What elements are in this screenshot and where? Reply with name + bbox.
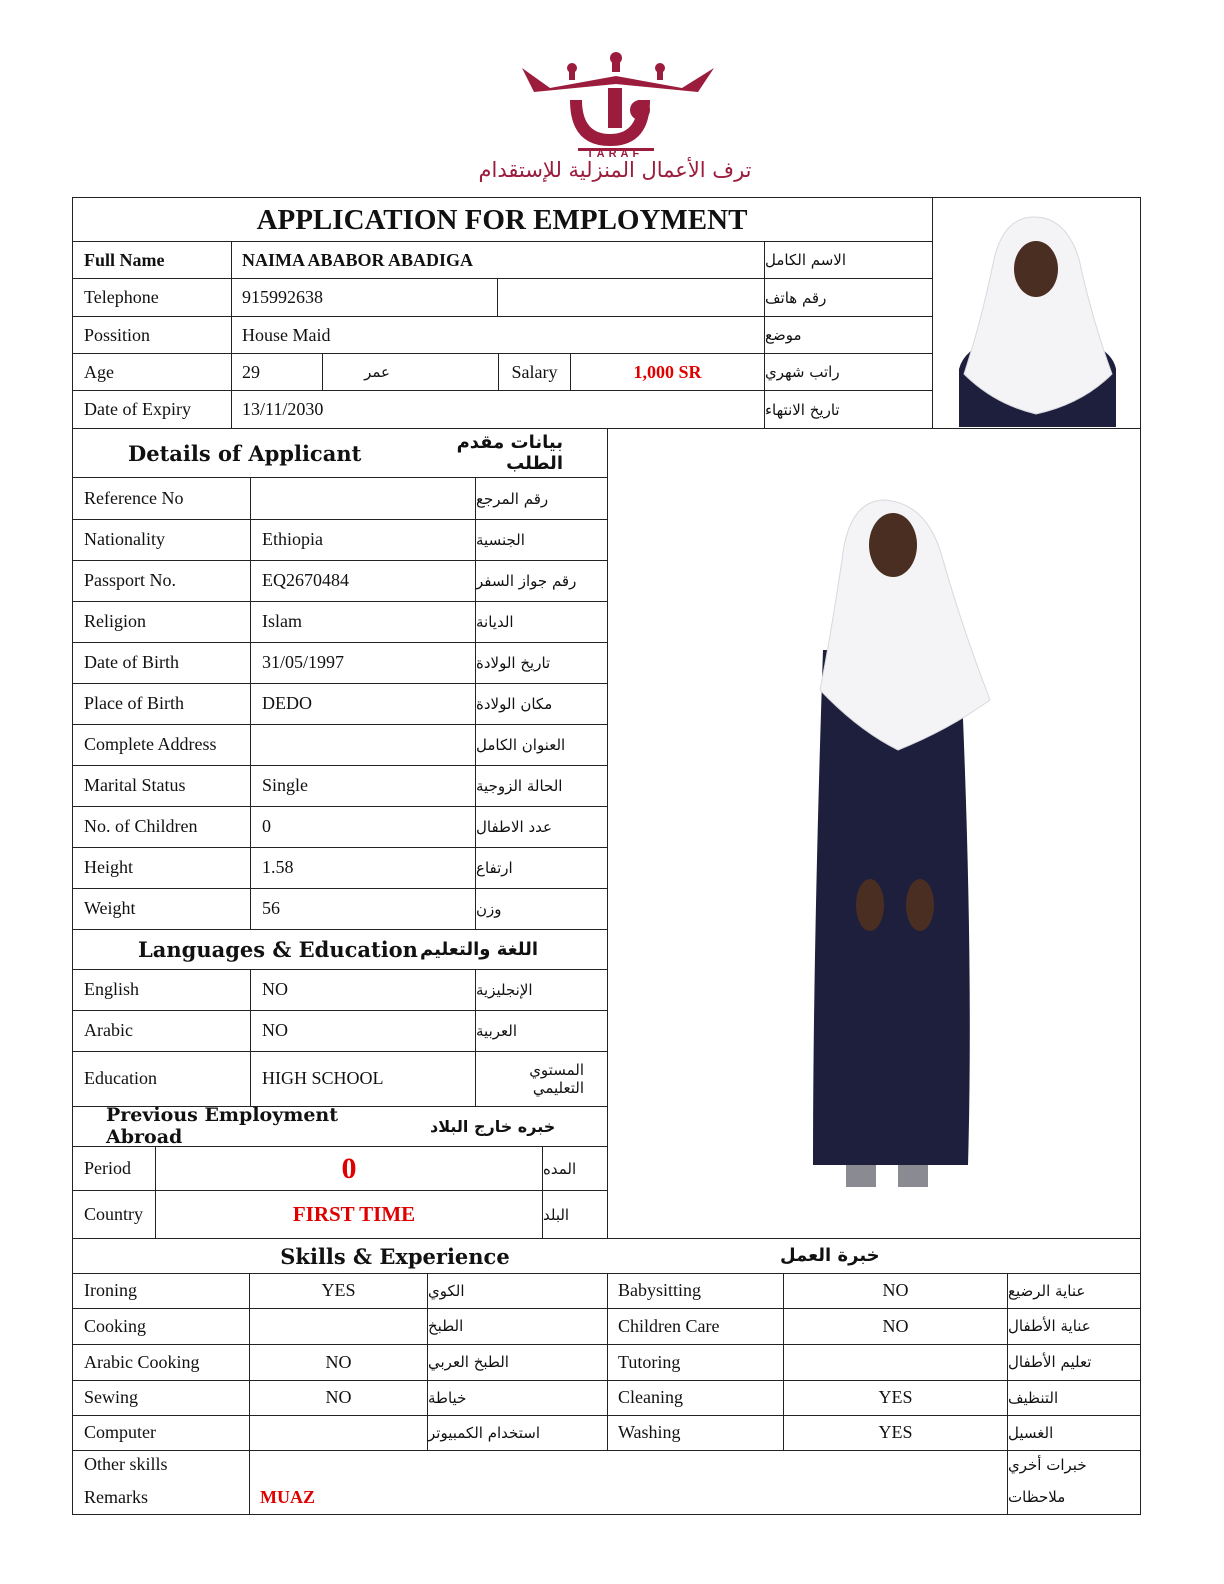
- divider: [250, 478, 251, 929]
- details-value: Single: [262, 775, 309, 795]
- period-ar: المده: [543, 1159, 577, 1178]
- skill-ar: الطبخ العربي: [428, 1353, 509, 1371]
- telephone-ar: رقم هاتف: [765, 288, 827, 307]
- skill-value: YES: [321, 1280, 356, 1300]
- details-value: Islam: [262, 611, 302, 631]
- language-ar: الإنجليزية: [476, 980, 533, 999]
- skill-label: Babysitting: [618, 1280, 702, 1300]
- logo-latin: TARAF: [586, 148, 644, 160]
- full-name-value: NAIMA ABABOR ABADIGA: [242, 249, 474, 270]
- country-label: Country: [84, 1204, 144, 1224]
- position-ar: موضع: [765, 326, 802, 344]
- details-value: Ethiopia: [262, 529, 323, 549]
- details-label: Weight: [84, 898, 136, 918]
- skill-ar: الغسيل: [1008, 1423, 1054, 1442]
- language-ar: المستوي التعليمي: [529, 1060, 584, 1097]
- logo-arabic: ترف الأعمال المنزلية للإستقدام: [478, 158, 752, 182]
- expiry-ar: تاريخ الانتهاء: [765, 400, 840, 419]
- skill-value: NO: [882, 1280, 909, 1300]
- details-value: 31/05/1997: [262, 652, 345, 672]
- skill-label: Children Care: [618, 1315, 720, 1336]
- details-ar: الجنسية: [476, 530, 525, 549]
- skill-label: Computer: [84, 1422, 156, 1442]
- language-ar: العربية: [476, 1021, 517, 1040]
- skill-value: [250, 1415, 427, 1450]
- language-label: English: [84, 979, 140, 999]
- position-label: Possition: [84, 324, 151, 345]
- details-label: Nationality: [84, 529, 165, 549]
- other-skills-ar: خبرات أخري: [1008, 1455, 1087, 1474]
- skill-value: YES: [878, 1387, 913, 1407]
- period-value: 0: [341, 1151, 357, 1185]
- expiry-value: 13/11/2030: [242, 399, 324, 419]
- telephone-value: 915992638: [242, 287, 323, 307]
- person-full-body-icon: [608, 430, 1139, 1237]
- details-value: EQ2670484: [262, 570, 349, 590]
- language-label: Education: [84, 1068, 157, 1088]
- skill-value: [250, 1308, 427, 1344]
- details-label: Complete Address: [84, 734, 217, 754]
- country-ar: البلد: [543, 1205, 570, 1224]
- details-value: DEDO: [262, 693, 312, 713]
- divider: [250, 969, 251, 1106]
- details-value: 0: [262, 816, 271, 836]
- skill-value: NO: [882, 1315, 909, 1336]
- details-value: 56: [262, 898, 280, 918]
- telephone-label: Telephone: [84, 287, 159, 307]
- full-body-photo: [608, 430, 1139, 1237]
- other-skills-label: Other skills: [84, 1454, 168, 1474]
- skill-value: YES: [878, 1422, 913, 1442]
- skill-label: Ironing: [84, 1280, 137, 1300]
- divider: [72, 1106, 607, 1107]
- divider: [72, 929, 607, 930]
- previous-title: Previous Employment Abroad: [106, 1104, 339, 1148]
- language-label: Arabic: [84, 1020, 133, 1040]
- expiry-label: Date of Expiry: [84, 399, 191, 419]
- skill-label: Washing: [618, 1422, 681, 1442]
- person-portrait-icon: [934, 199, 1139, 427]
- skill-value: NO: [325, 1351, 352, 1372]
- other-skills-value: [250, 1450, 1007, 1479]
- details-ar: ارتفاع: [476, 858, 513, 877]
- skill-ar: عناية الرضيع: [1008, 1281, 1086, 1300]
- salary-label: Salary: [511, 361, 558, 382]
- skill-ar: عناية الأطفال: [1008, 1317, 1091, 1335]
- skill-label: Cleaning: [618, 1387, 683, 1407]
- details-label: Height: [84, 857, 133, 877]
- salary-value: 1,000 SR: [633, 361, 702, 382]
- details-ar: العنوان الكامل: [476, 735, 566, 754]
- details-label: Marital Status: [84, 775, 186, 795]
- language-value: NO: [262, 1020, 288, 1040]
- details-value: 1.58: [262, 857, 294, 877]
- details-title: Details of Applicant: [128, 440, 362, 466]
- skill-label: Cooking: [84, 1315, 147, 1336]
- language-value: NO: [262, 979, 288, 999]
- page-title: APPLICATION FOR EMPLOYMENT: [256, 203, 748, 236]
- skill-ar: خياطة: [428, 1388, 467, 1407]
- details-ar: الحالة الزوجية: [476, 776, 563, 795]
- details-ar: رقم المرجع: [476, 489, 549, 508]
- salary-ar: راتب شهري: [765, 363, 840, 381]
- skill-ar: الطبخ: [428, 1317, 464, 1335]
- skill-ar: استخدام الكمبيوتر: [428, 1423, 540, 1442]
- skills-title: Skills & Experience: [280, 1244, 510, 1269]
- details-label: Place of Birth: [84, 693, 184, 713]
- details-label: No. of Children: [84, 816, 198, 836]
- age-value: 29: [242, 361, 260, 382]
- full-name-ar: الاسم الكامل: [765, 251, 847, 269]
- details-ar: رقم جواز السفر: [476, 571, 577, 590]
- country-value: FIRST TIME: [292, 1202, 416, 1226]
- details-value: [252, 478, 474, 519]
- age-ar: عمر: [364, 363, 390, 381]
- details-label: Date of Birth: [84, 652, 179, 672]
- skill-ar: التنظيف: [1008, 1388, 1059, 1407]
- full-name-label: Full Name: [84, 249, 165, 270]
- language-value: HIGH SCHOOL: [262, 1068, 384, 1088]
- languages-title-ar: اللغة والتعليم: [420, 938, 539, 960]
- skill-label: Sewing: [84, 1387, 138, 1407]
- details-label: Religion: [84, 611, 146, 631]
- details-ar: وزن: [476, 899, 502, 918]
- details-label: Passport No.: [84, 570, 177, 590]
- details-ar: تاريخ الولادة: [476, 653, 551, 672]
- remarks-value: MUAZ: [260, 1486, 315, 1507]
- age-label: Age: [84, 361, 114, 382]
- previous-title-ar: خبره خارج البلاد: [430, 1116, 556, 1136]
- remarks-label: Remarks: [84, 1486, 148, 1507]
- details-ar: مكان الولادة: [476, 694, 553, 713]
- position-value: House Maid: [242, 324, 331, 345]
- details-value: [252, 724, 474, 765]
- skill-ar: الكوي: [428, 1281, 465, 1300]
- skill-value: [784, 1344, 1007, 1380]
- skill-label: Arabic Cooking: [84, 1351, 200, 1372]
- languages-title: Languages & Education: [138, 936, 418, 962]
- details-ar: عدد الاطفال: [476, 817, 552, 836]
- skills-title-ar: خبرة العمل: [780, 1244, 880, 1266]
- skill-label: Tutoring: [618, 1351, 681, 1372]
- remarks-ar: ملاحظات: [1008, 1488, 1066, 1506]
- period-label: Period: [84, 1158, 131, 1178]
- skill-value: NO: [325, 1387, 352, 1407]
- details-label: Reference No: [84, 488, 184, 508]
- details-title-ar: بيانات مقدم الطلب: [456, 432, 563, 474]
- details-ar: الديانة: [476, 612, 514, 631]
- portrait-photo: [934, 199, 1139, 427]
- skill-ar: تعليم الأطفال: [1008, 1353, 1092, 1371]
